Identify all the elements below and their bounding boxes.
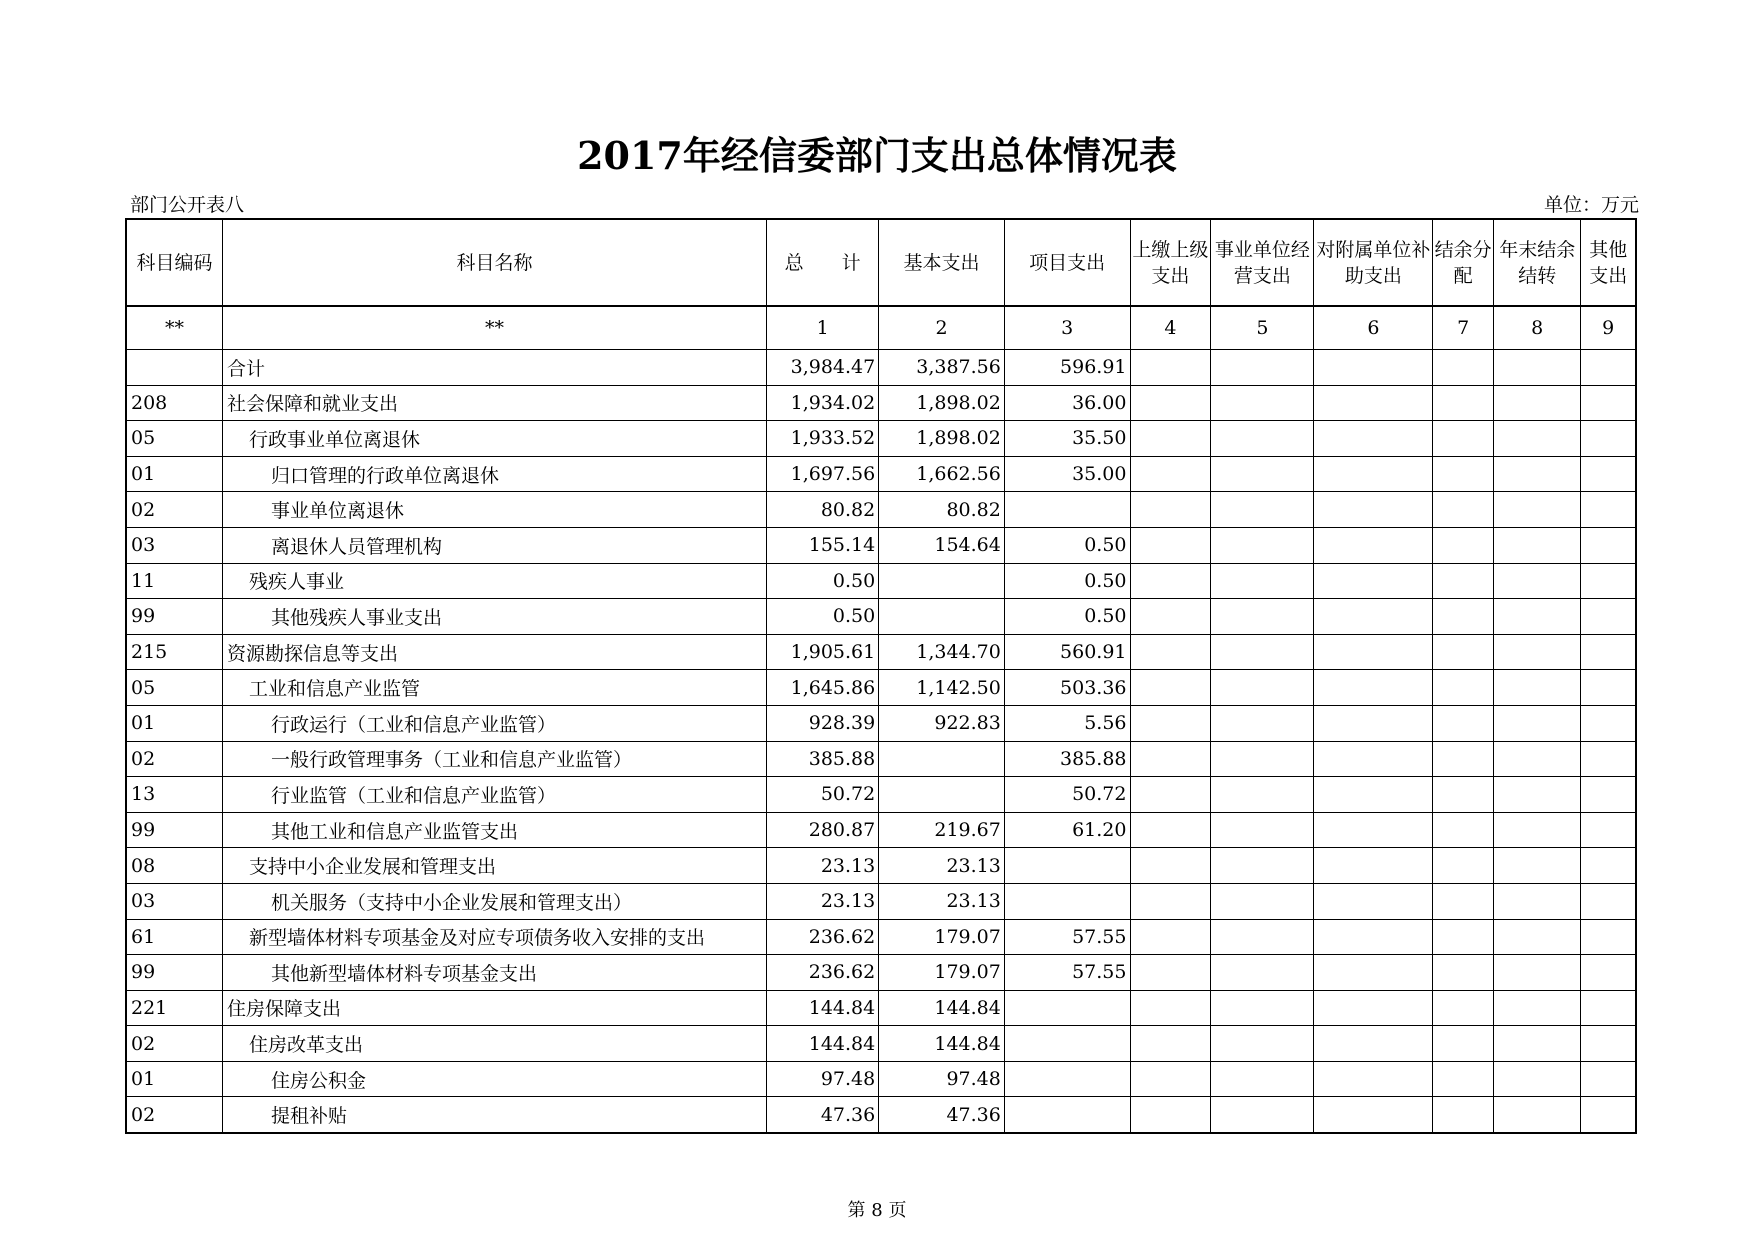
empty-cell xyxy=(1433,919,1494,955)
empty-cell xyxy=(1433,563,1494,599)
empty-cell xyxy=(1581,634,1636,670)
subject-code: 01 xyxy=(126,705,222,741)
total-amount: 47.36 xyxy=(767,1097,879,1133)
empty-cell xyxy=(1581,955,1636,991)
subject-code: 05 xyxy=(126,421,222,457)
empty-cell xyxy=(1433,883,1494,919)
project-amount: 0.50 xyxy=(1004,563,1130,599)
subject-name: 新型墙体材料专项基金及对应专项债务收入安排的支出 xyxy=(222,919,766,955)
empty-cell xyxy=(1130,421,1211,457)
empty-cell xyxy=(1314,1026,1433,1062)
empty-cell xyxy=(1130,385,1211,421)
empty-cell xyxy=(1211,350,1314,386)
empty-cell xyxy=(1581,350,1636,386)
empty-cell xyxy=(1211,492,1314,528)
empty-cell xyxy=(1493,848,1581,884)
basic-amount: 179.07 xyxy=(879,919,1005,955)
empty-cell xyxy=(1433,1097,1494,1133)
empty-cell xyxy=(1130,1097,1211,1133)
subject-name: 住房保障支出 xyxy=(222,990,766,1026)
unit-label: 单位：万元 xyxy=(1543,194,1639,216)
total-amount: 3,984.47 xyxy=(767,350,879,386)
subject-name: 资源勘探信息等支出 xyxy=(222,634,766,670)
empty-cell xyxy=(1493,919,1581,955)
total-amount: 155.14 xyxy=(767,527,879,563)
empty-cell xyxy=(1130,883,1211,919)
empty-cell xyxy=(1130,1026,1211,1062)
subject-code: 01 xyxy=(126,1061,222,1097)
project-amount xyxy=(1004,1061,1130,1097)
empty-cell xyxy=(1130,990,1211,1026)
empty-cell xyxy=(1314,456,1433,492)
empty-cell xyxy=(1211,599,1314,635)
project-amount: 35.50 xyxy=(1004,421,1130,457)
empty-cell xyxy=(1211,670,1314,706)
empty-cell xyxy=(1211,883,1314,919)
table-row xyxy=(126,848,1636,884)
column-number: 8 xyxy=(1493,306,1581,350)
subject-name: 行业监管（工业和信息产业监管） xyxy=(222,777,766,813)
empty-cell xyxy=(1211,385,1314,421)
empty-cell xyxy=(1581,848,1636,884)
total-amount: 385.88 xyxy=(767,741,879,777)
empty-cell xyxy=(1493,670,1581,706)
subject-code: 03 xyxy=(126,527,222,563)
empty-cell xyxy=(1211,705,1314,741)
total-amount: 50.72 xyxy=(767,777,879,813)
empty-cell xyxy=(1433,670,1494,706)
empty-cell xyxy=(1130,955,1211,991)
subject-code: 11 xyxy=(126,563,222,599)
basic-amount xyxy=(879,777,1005,813)
empty-cell xyxy=(1130,350,1211,386)
project-amount: 385.88 xyxy=(1004,741,1130,777)
empty-cell xyxy=(1211,777,1314,813)
subject-name: 住房公积金 xyxy=(222,1061,766,1097)
header-cell: 总 计 xyxy=(767,219,879,306)
empty-cell xyxy=(1211,1097,1314,1133)
empty-cell xyxy=(1130,634,1211,670)
basic-amount xyxy=(879,741,1005,777)
empty-cell xyxy=(1130,1061,1211,1097)
empty-cell xyxy=(1211,1061,1314,1097)
basic-amount: 154.64 xyxy=(879,527,1005,563)
empty-cell xyxy=(1433,1061,1494,1097)
header-cell: 基本支出 xyxy=(879,219,1005,306)
empty-cell xyxy=(1581,741,1636,777)
empty-cell xyxy=(1314,1061,1433,1097)
empty-cell xyxy=(1581,670,1636,706)
empty-cell xyxy=(1314,812,1433,848)
empty-cell xyxy=(1433,777,1494,813)
subject-name: 离退休人员管理机构 xyxy=(222,527,766,563)
empty-cell xyxy=(1493,599,1581,635)
subject-code: 03 xyxy=(126,883,222,919)
empty-cell xyxy=(1130,670,1211,706)
empty-cell xyxy=(1433,812,1494,848)
empty-cell xyxy=(1130,563,1211,599)
empty-cell xyxy=(1314,527,1433,563)
header-cell: 科目编码 xyxy=(126,219,222,306)
table-label: 部门公开表八 xyxy=(130,194,245,216)
subject-code: 13 xyxy=(126,777,222,813)
total-amount: 1,934.02 xyxy=(767,385,879,421)
basic-amount: 1,898.02 xyxy=(879,385,1005,421)
empty-cell xyxy=(1493,563,1581,599)
subject-name: 行政事业单位离退休 xyxy=(222,421,766,457)
basic-amount: 1,344.70 xyxy=(879,634,1005,670)
empty-cell xyxy=(1581,812,1636,848)
empty-cell xyxy=(1130,848,1211,884)
empty-cell xyxy=(1314,599,1433,635)
empty-cell xyxy=(1211,741,1314,777)
subject-name: 归口管理的行政单位离退休 xyxy=(222,456,766,492)
subject-code: 99 xyxy=(126,955,222,991)
empty-cell xyxy=(1493,705,1581,741)
subject-code: 02 xyxy=(126,741,222,777)
empty-cell xyxy=(1433,492,1494,528)
total-amount: 0.50 xyxy=(767,599,879,635)
table-row xyxy=(126,634,1636,670)
table-row xyxy=(126,812,1636,848)
header-cell: 项目支出 xyxy=(1004,219,1130,306)
table-row xyxy=(126,990,1636,1026)
total-amount: 1,697.56 xyxy=(767,456,879,492)
table-row xyxy=(126,599,1636,635)
column-number: 9 xyxy=(1581,306,1636,350)
empty-cell xyxy=(1130,777,1211,813)
project-amount: 50.72 xyxy=(1004,777,1130,813)
empty-cell xyxy=(1581,1061,1636,1097)
empty-cell xyxy=(1581,527,1636,563)
empty-cell xyxy=(1581,990,1636,1026)
empty-cell xyxy=(1433,634,1494,670)
empty-cell xyxy=(1493,527,1581,563)
subject-code: 02 xyxy=(126,1097,222,1133)
table-row xyxy=(126,777,1636,813)
subject-name: 机关服务（支持中小企业发展和管理支出） xyxy=(222,883,766,919)
empty-cell xyxy=(1314,421,1433,457)
table-row xyxy=(126,670,1636,706)
empty-cell xyxy=(1314,563,1433,599)
total-amount: 0.50 xyxy=(767,563,879,599)
empty-cell xyxy=(1433,527,1494,563)
subject-name: 提租补贴 xyxy=(222,1097,766,1133)
empty-cell xyxy=(1493,990,1581,1026)
basic-amount xyxy=(879,599,1005,635)
empty-cell xyxy=(1433,848,1494,884)
project-amount: 57.55 xyxy=(1004,919,1130,955)
table-row xyxy=(126,919,1636,955)
empty-cell xyxy=(1130,705,1211,741)
subject-code: 99 xyxy=(126,599,222,635)
empty-cell xyxy=(1314,990,1433,1026)
header-cell: 事业单位经营支出 xyxy=(1211,219,1314,306)
subject-code: 215 xyxy=(126,634,222,670)
column-number-row xyxy=(126,306,1636,350)
subject-name: 住房改革支出 xyxy=(222,1026,766,1062)
subject-code: 02 xyxy=(126,1026,222,1062)
subject-name: 一般行政管理事务（工业和信息产业监管） xyxy=(222,741,766,777)
column-number: 3 xyxy=(1004,306,1130,350)
empty-cell xyxy=(1493,456,1581,492)
empty-cell xyxy=(1493,812,1581,848)
project-amount: 503.36 xyxy=(1004,670,1130,706)
subject-name: 其他工业和信息产业监管支出 xyxy=(222,812,766,848)
column-number: 2 xyxy=(879,306,1005,350)
subject-name: 社会保障和就业支出 xyxy=(222,385,766,421)
subject-code: 01 xyxy=(126,456,222,492)
table-row xyxy=(126,492,1636,528)
empty-cell xyxy=(1130,919,1211,955)
empty-cell xyxy=(1433,990,1494,1026)
empty-cell xyxy=(1581,883,1636,919)
column-number: 4 xyxy=(1130,306,1211,350)
subject-name: 其他新型墙体材料专项基金支出 xyxy=(222,955,766,991)
basic-amount: 23.13 xyxy=(879,848,1005,884)
basic-amount: 97.48 xyxy=(879,1061,1005,1097)
project-amount xyxy=(1004,492,1130,528)
basic-amount: 1,662.56 xyxy=(879,456,1005,492)
total-amount: 236.62 xyxy=(767,919,879,955)
empty-cell xyxy=(1493,634,1581,670)
empty-cell xyxy=(1493,350,1581,386)
empty-cell xyxy=(1130,812,1211,848)
column-number: 7 xyxy=(1433,306,1494,350)
header-cell: 结余分配 xyxy=(1433,219,1494,306)
empty-cell xyxy=(1581,1026,1636,1062)
subject-code: 221 xyxy=(126,990,222,1026)
empty-cell xyxy=(1314,350,1433,386)
subject-name: 事业单位离退休 xyxy=(222,492,766,528)
empty-cell xyxy=(1581,456,1636,492)
subject-name: 残疾人事业 xyxy=(222,563,766,599)
project-amount xyxy=(1004,990,1130,1026)
subject-code: 05 xyxy=(126,670,222,706)
table-row xyxy=(126,1097,1636,1133)
empty-cell xyxy=(1211,812,1314,848)
table-row xyxy=(126,385,1636,421)
total-amount: 80.82 xyxy=(767,492,879,528)
empty-cell xyxy=(1433,705,1494,741)
empty-cell xyxy=(1433,955,1494,991)
empty-cell xyxy=(1433,350,1494,386)
empty-cell xyxy=(1433,1026,1494,1062)
empty-cell xyxy=(1433,599,1494,635)
total-amount: 280.87 xyxy=(767,812,879,848)
empty-cell xyxy=(1130,492,1211,528)
empty-cell xyxy=(1314,777,1433,813)
empty-cell xyxy=(1314,955,1433,991)
empty-cell xyxy=(1130,527,1211,563)
empty-cell xyxy=(1130,741,1211,777)
table-row xyxy=(126,563,1636,599)
page-number: 第 8 页 xyxy=(847,1200,907,1221)
project-amount: 0.50 xyxy=(1004,527,1130,563)
subject-name: 合计 xyxy=(222,350,766,386)
empty-cell xyxy=(1211,1026,1314,1062)
column-number: 1 xyxy=(767,306,879,350)
total-amount: 928.39 xyxy=(767,705,879,741)
empty-cell xyxy=(1314,741,1433,777)
basic-amount: 144.84 xyxy=(879,1026,1005,1062)
project-amount xyxy=(1004,848,1130,884)
column-number: ** xyxy=(126,306,222,350)
empty-cell xyxy=(1211,634,1314,670)
empty-cell xyxy=(1493,1026,1581,1062)
empty-cell xyxy=(1493,492,1581,528)
empty-cell xyxy=(1130,599,1211,635)
total-amount: 144.84 xyxy=(767,1026,879,1062)
header-row xyxy=(126,219,1636,306)
total-amount: 97.48 xyxy=(767,1061,879,1097)
total-amount: 144.84 xyxy=(767,990,879,1026)
project-amount: 0.50 xyxy=(1004,599,1130,635)
basic-amount: 1,142.50 xyxy=(879,670,1005,706)
empty-cell xyxy=(1314,705,1433,741)
table-row xyxy=(126,350,1636,386)
empty-cell xyxy=(1493,385,1581,421)
project-amount: 596.91 xyxy=(1004,350,1130,386)
empty-cell xyxy=(1581,421,1636,457)
empty-cell xyxy=(1211,990,1314,1026)
basic-amount: 219.67 xyxy=(879,812,1005,848)
empty-cell xyxy=(1211,421,1314,457)
table-row xyxy=(126,883,1636,919)
empty-cell xyxy=(1314,848,1433,884)
total-amount: 1,645.86 xyxy=(767,670,879,706)
column-number: 6 xyxy=(1314,306,1433,350)
empty-cell xyxy=(1314,634,1433,670)
empty-cell xyxy=(1211,848,1314,884)
table-row xyxy=(126,955,1636,991)
empty-cell xyxy=(1314,385,1433,421)
empty-cell xyxy=(1581,385,1636,421)
table-row xyxy=(126,705,1636,741)
basic-amount: 1,898.02 xyxy=(879,421,1005,457)
empty-cell xyxy=(1211,456,1314,492)
table-row xyxy=(126,421,1636,457)
empty-cell xyxy=(1130,456,1211,492)
total-amount: 236.62 xyxy=(767,955,879,991)
project-amount xyxy=(1004,883,1130,919)
empty-cell xyxy=(1581,777,1636,813)
empty-cell xyxy=(1314,919,1433,955)
empty-cell xyxy=(1493,1097,1581,1133)
subject-code: 08 xyxy=(126,848,222,884)
empty-cell xyxy=(1493,777,1581,813)
empty-cell xyxy=(1314,492,1433,528)
empty-cell xyxy=(1581,1097,1636,1133)
total-amount: 1,905.61 xyxy=(767,634,879,670)
column-number: 5 xyxy=(1211,306,1314,350)
table-row xyxy=(126,741,1636,777)
empty-cell xyxy=(1493,741,1581,777)
project-amount xyxy=(1004,1026,1130,1062)
project-amount xyxy=(1004,1097,1130,1133)
basic-amount xyxy=(879,563,1005,599)
table-row xyxy=(126,456,1636,492)
project-amount: 57.55 xyxy=(1004,955,1130,991)
basic-amount: 80.82 xyxy=(879,492,1005,528)
empty-cell xyxy=(1433,741,1494,777)
table-row xyxy=(126,527,1636,563)
project-amount: 560.91 xyxy=(1004,634,1130,670)
header-cell: 科目名称 xyxy=(222,219,766,306)
empty-cell xyxy=(1581,599,1636,635)
column-number: ** xyxy=(222,306,766,350)
subject-name: 行政运行（工业和信息产业监管） xyxy=(222,705,766,741)
project-amount: 36.00 xyxy=(1004,385,1130,421)
subject-code: 208 xyxy=(126,385,222,421)
empty-cell xyxy=(1211,527,1314,563)
basic-amount: 23.13 xyxy=(879,883,1005,919)
table-row xyxy=(126,1026,1636,1062)
empty-cell xyxy=(1433,385,1494,421)
header-cell: 其他支出 xyxy=(1581,219,1636,306)
total-amount: 23.13 xyxy=(767,848,879,884)
empty-cell xyxy=(1211,919,1314,955)
header-cell: 年末结余结转 xyxy=(1493,219,1581,306)
subject-name: 其他残疾人事业支出 xyxy=(222,599,766,635)
basic-amount: 47.36 xyxy=(879,1097,1005,1133)
basic-amount: 922.83 xyxy=(879,705,1005,741)
header-cell: 上缴上级支出 xyxy=(1130,219,1211,306)
project-amount: 5.56 xyxy=(1004,705,1130,741)
empty-cell xyxy=(1493,421,1581,457)
subject-name: 工业和信息产业监管 xyxy=(222,670,766,706)
subject-name: 支持中小企业发展和管理支出 xyxy=(222,848,766,884)
project-amount: 35.00 xyxy=(1004,456,1130,492)
empty-cell xyxy=(1433,421,1494,457)
expenditure-table xyxy=(125,218,1637,1134)
empty-cell xyxy=(1581,705,1636,741)
empty-cell xyxy=(1433,456,1494,492)
empty-cell xyxy=(1493,955,1581,991)
subject-code xyxy=(126,350,222,386)
basic-amount: 144.84 xyxy=(879,990,1005,1026)
empty-cell xyxy=(1314,883,1433,919)
empty-cell xyxy=(1581,492,1636,528)
subject-code: 61 xyxy=(126,919,222,955)
subject-code: 99 xyxy=(126,812,222,848)
total-amount: 1,933.52 xyxy=(767,421,879,457)
header-cell: 对附属单位补助支出 xyxy=(1314,219,1433,306)
subject-code: 02 xyxy=(126,492,222,528)
empty-cell xyxy=(1581,919,1636,955)
basic-amount: 179.07 xyxy=(879,955,1005,991)
empty-cell xyxy=(1314,1097,1433,1133)
empty-cell xyxy=(1581,563,1636,599)
page-title: 2017年经信委部门支出总体情况表 xyxy=(577,133,1177,178)
empty-cell xyxy=(1314,670,1433,706)
table-row xyxy=(126,1061,1636,1097)
basic-amount: 3,387.56 xyxy=(879,350,1005,386)
empty-cell xyxy=(1211,563,1314,599)
empty-cell xyxy=(1493,1061,1581,1097)
project-amount: 61.20 xyxy=(1004,812,1130,848)
empty-cell xyxy=(1211,955,1314,991)
empty-cell xyxy=(1493,883,1581,919)
total-amount: 23.13 xyxy=(767,883,879,919)
